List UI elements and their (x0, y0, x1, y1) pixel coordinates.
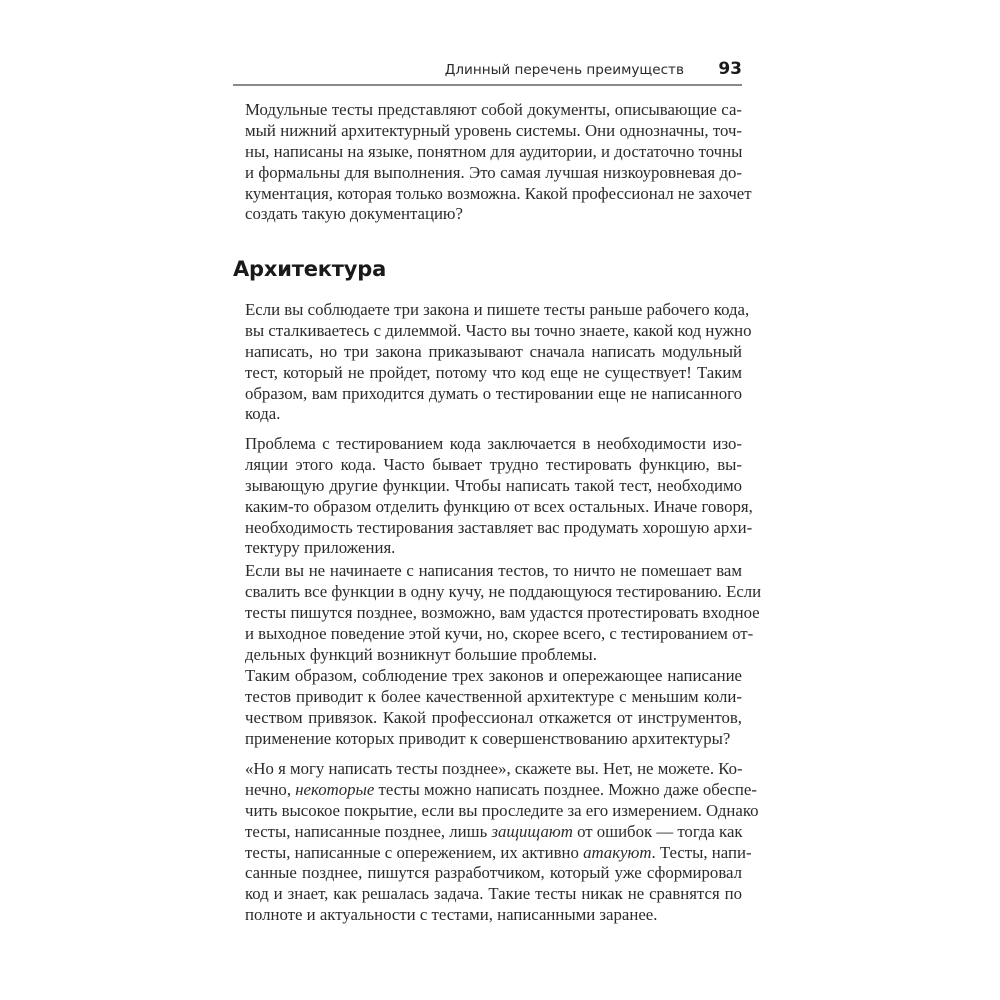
text-line: дельных функций возникнут большие проблемы. (245, 644, 597, 664)
text-run: нечно, (245, 779, 296, 799)
emphasis-text: некоторые (295, 779, 375, 799)
text-line: создать такую документацию? (245, 204, 463, 224)
text-line: Таким образом, соблюдение трех законов и опережающее написание (245, 666, 742, 685)
paragraph-5 (245, 759, 759, 926)
text-line: Модульные тесты представляют собой документы, описывающие са- (245, 100, 742, 119)
text-line: вы сталкиваетесь с дилеммой. Часто вы точно знаете, какой код нужно (245, 320, 752, 340)
text-run: тесты, написанные с опережением, их активно (245, 842, 584, 862)
text-line: Проблема с тестированием кода заключается в необходимости изо- (245, 434, 742, 453)
text-line: тестов приводит к более качественной архитектуре с меньшим коли- (245, 686, 742, 706)
page-number: 93 (718, 59, 742, 79)
paragraph-4 (245, 666, 742, 750)
text-line: ляции этого кода. Часто бывает трудно тестировать функцию, вы- (245, 454, 742, 474)
running-title: Длинный перечень преимуществ (444, 62, 684, 78)
text-line (245, 822, 742, 843)
paragraph-3 (245, 561, 762, 665)
text-line: «Но я могу написать тесты позднее», скажете вы. Нет, не можете. Ко- (245, 759, 743, 778)
text-line: написать, но три закона приказывают сначала написать модульный (245, 341, 742, 361)
text-line: кода. (245, 404, 281, 424)
text-line: ны, написаны на языке, понятном для аудитории, и достаточно точны (245, 141, 743, 161)
text-line: чеством привязок. Какой профессионал откажется от инструментов, (245, 707, 742, 727)
text-line: тесты пишутся позднее, возможно, вам удастся протестировать входное (245, 602, 760, 622)
text-line: кументация, которая только возможна. Какой профессионал не захочет (245, 183, 752, 203)
intro-paragraph (245, 100, 752, 225)
emphasis-text: защищают (491, 821, 573, 841)
text-line: тектуру приложения. (245, 538, 396, 558)
text-run: от ошибок — тогда как (572, 821, 743, 841)
text-line: зывающую другие функции. Чтобы написать такой тест, необходимо (245, 475, 742, 495)
text-line: необходимость тестирования заставляет вас продумать хорошую архи- (245, 517, 753, 537)
section-heading: Архитектура (233, 257, 387, 281)
text-line: тест, который не пройдет, потому что код еще не существует! Таким (245, 362, 742, 382)
text-line: санные позднее, пишутся разработчиком, который уже сформировал (245, 863, 742, 883)
text-run: тесты, написанные позднее, лишь (245, 821, 492, 841)
text-line (245, 779, 757, 801)
text-line: мый нижний архитектурный уровень системы. Они однозначны, точ- (245, 120, 742, 140)
text-line (245, 842, 752, 864)
text-line: Если вы не начинаете с написания тестов, то ничто не помешает вам (245, 561, 742, 580)
paragraph-2 (245, 434, 753, 559)
text-line: Если вы соблюдаете три закона и пишете тесты раньше рабочего кода, (245, 300, 750, 319)
text-line: образом, вам приходится думать о тестировании еще не написанного (245, 383, 742, 403)
text-line: чить высокое покрытие, если вы проследите за его измерением. Однако (245, 800, 759, 820)
text-line: свалить все функции в одну кучу, не поддающуюся тестированию. Если (245, 581, 762, 601)
text-line: и выходное поведение этой кучи, но, скорее всего, с тестированием от- (245, 623, 754, 643)
text-line: применение которых приводит к совершенствованию архитектуры? (245, 728, 731, 748)
text-run: тесты можно написать позднее. Можно даже обеспе- (374, 779, 757, 799)
paragraph-1 (245, 300, 752, 425)
text-line: код и знает, как решалась задача. Такие тесты никак не сравнятся по (245, 884, 742, 904)
running-header (233, 58, 742, 86)
text-line: каким-то образом отделить функцию от всех остальных. Иначе говоря, (245, 496, 753, 516)
text-run: . Тесты, напи- (651, 842, 752, 862)
emphasis-text: атакуют (583, 842, 652, 862)
text-line: и формальны для выполнения. Это самая лучшая низкоуровневая до- (245, 162, 742, 182)
text-line: полноте и актуальности с тестами, написанными заранее. (245, 905, 658, 925)
